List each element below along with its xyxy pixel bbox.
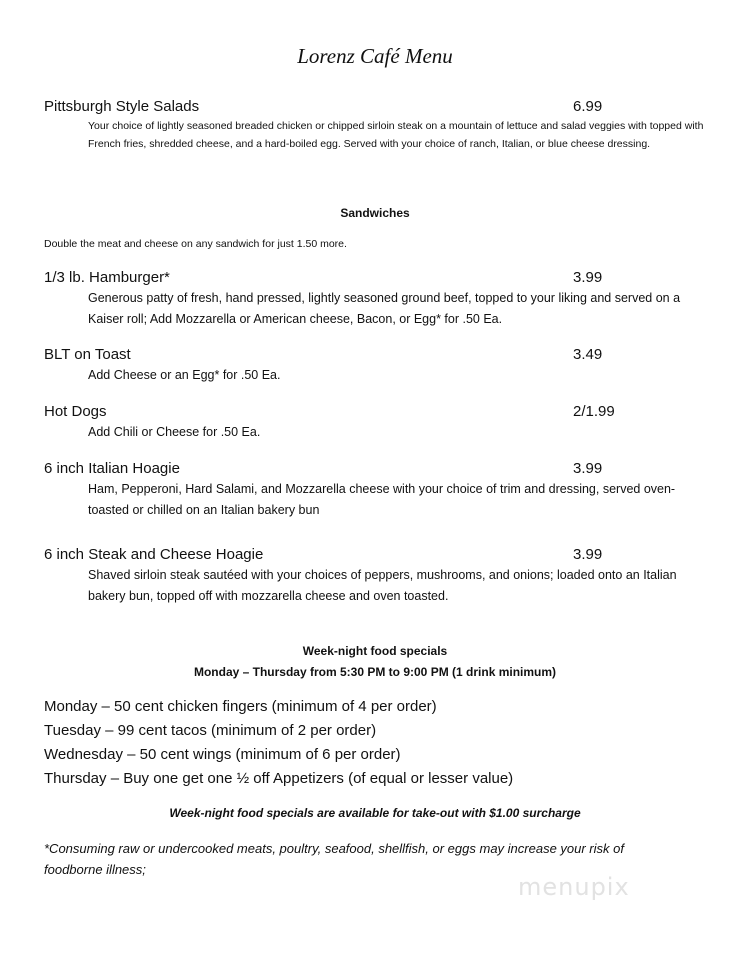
item-price: 3.49: [573, 346, 603, 363]
item-name: 6 inch Steak and Cheese Hoagie: [44, 546, 264, 563]
menu-item-steak-hoagie: [44, 545, 724, 607]
item-price: 3.99: [573, 269, 603, 286]
item-price: 3.99: [573, 546, 603, 563]
food-safety-disclaimer: *Consuming raw or undercooked meats, poultry, seafood, shellfish, or eggs may increase your risk of foodborne illness;: [44, 841, 624, 877]
item-price: 2/1.99: [573, 403, 615, 420]
menu-title: Lorenz Café Menu: [297, 44, 453, 68]
special-tuesday: Tuesday – 99 cent tacos (minimum of 2 per order): [44, 722, 377, 739]
menu-item-blt: [44, 345, 724, 386]
item-description: Your choice of lightly seasoned breaded chicken or chipped sirloin steak on a mountain of lettuce and salad veggies with topped with French fries, shredded cheese, and a hard-boiled egg. Served with your choice of ranch, Italian, or blue cheese dressing.: [88, 120, 704, 150]
menu-item-hamburger: [44, 268, 724, 330]
special-monday: Monday – 50 cent chicken fingers (minimum of 4 per order): [44, 698, 437, 715]
item-description: Add Chili or Cheese for .50 Ea.: [88, 425, 261, 439]
menu-item-salads: [44, 97, 724, 153]
sandwiches-note: Double the meat and cheese on any sandwich for just 1.50 more.: [44, 238, 347, 250]
menu-item-hot-dogs: [44, 402, 724, 443]
menu-item-italian-hoagie: [44, 459, 724, 521]
item-name: Pittsburgh Style Salads: [44, 98, 200, 115]
item-price: 3.99: [573, 460, 603, 477]
item-name: BLT on Toast: [44, 346, 131, 363]
item-name: 1/3 lb. Hamburger*: [44, 269, 170, 286]
item-description: Shaved sirloin steak sautéed with your choices of peppers, mushrooms, and onions; loaded onto an Italian bakery bun, topped off with mozzarella cheese and oven toasted.: [88, 568, 677, 603]
specials-heading: Week-night food specials: [302, 644, 448, 658]
item-description: Generous patty of fresh, hand pressed, lightly seasoned ground beef, topped to your liking and served on a Kaiser roll; Add Mozzarella or American cheese, Bacon, or Egg* for .50 Ea.: [88, 291, 681, 326]
item-description: Add Cheese or an Egg* for .50 Ea.: [88, 368, 281, 382]
item-name: Hot Dogs: [44, 403, 107, 420]
item-name: 6 inch Italian Hoagie: [44, 460, 180, 477]
sandwiches-heading: Sandwiches: [340, 206, 410, 220]
specials-surcharge: Week-night food specials are available for take-out with $1.00 surcharge: [169, 806, 581, 820]
specials-hours: Monday – Thursday from 5:30 PM to 9:00 PM (1 drink minimum): [193, 665, 557, 679]
item-description: Ham, Pepperoni, Hard Salami, and Mozzarella cheese with your choice of trim and dressing, served oven-toasted or chilled on an Italian bakery bun: [88, 482, 676, 517]
special-thursday: Thursday – Buy one get one ½ off Appetizers (of equal or lesser value): [44, 770, 514, 787]
item-price: 6.99: [573, 98, 603, 115]
menupix-watermark: menupix: [518, 873, 630, 901]
special-wednesday: Wednesday – 50 cent wings (minimum of 6 per order): [44, 746, 401, 763]
